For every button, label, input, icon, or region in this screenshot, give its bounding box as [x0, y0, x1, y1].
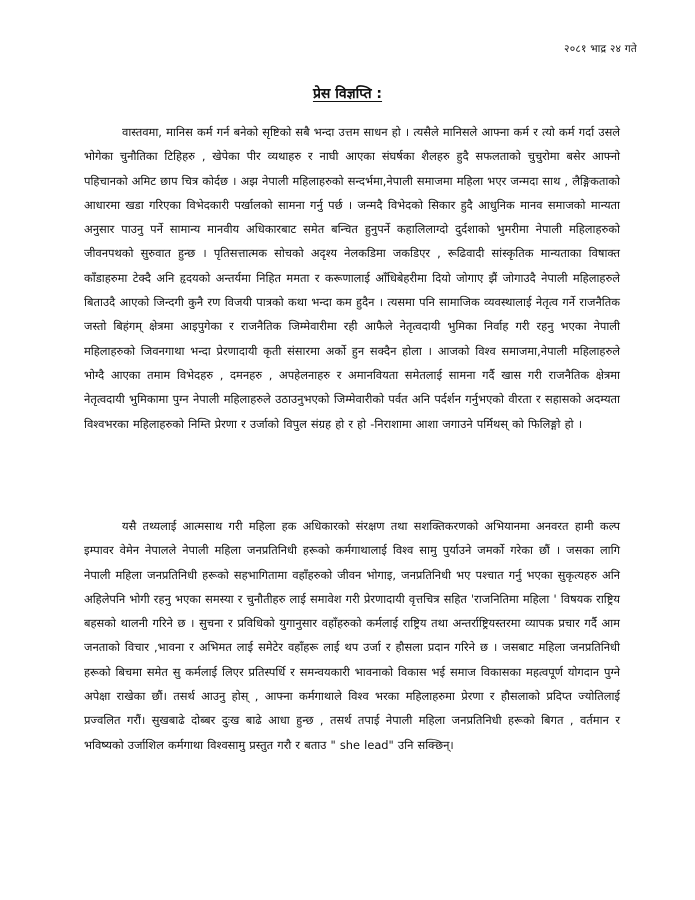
- document-title: प्रेस विज्ञप्ति :: [312, 86, 383, 102]
- body-paragraph-2: यसै तथ्यलाई आत्मसाथ गरी महिला हक अधिकारको संरक्षण तथा सशक्तिकरणको अभियानमा अनवरत हामी कल्प इम्पावर वेमेन नेपालले नेपाली महिला जनप्रतिनिधी हरूको कर्मगाथालाई विश्व सामु पुर्याउने जमर्को गरेका छौं । जसका लागि नेपाली महिला जनप्रतिनिधी हरूको सहभागितामा वहाँहरुको जीवन भोगाइ, जनप्रतिनिधी भए पश्चात गर्नु भएका सुकृत्यहरु अनि अहिलेपनि भोगी रहनु भएका समस्या र चुनौतीहरु लाई समावेश गरी प्रेरणादायी वृत्तचित्र सहित 'राजनितिमा महिला ' विषयक राष्ट्रिय बहसको थालनी गरिने छ । सुचना र प्रविधिको युगानुसार वहाँहरुको कर्मलाई राष्ट्रिय तथा अन्तर्राष्ट्रियस्तरमा व्यापक प्रचार गर्दै आम जनताको विचार ,भावना र अभिमत लाई समेटेर वहाँहरू लाई थप उर्जा र हौसला प्रदान गरिने छ । जसबाट महिला जनप्रतिनिधी हरूको बिचमा समेत सु कर्मलाई लिएर प्रतिस्पर्धि र समन्वयकारी भावनाको विकास भई समाज विकासका महत्वपूर्ण योगदान पुग्ने अपेक्षा राखेका छौं। तसर्थ आउनु होस् , आफ्ना कर्मगाथाले विश्व भरका महिलाहरुमा प्रेरणा र हौसलाको प्रदिप्त ज्योतिलाई प्रज्वलित गरौं। सुखबाढे दोब्बर दुःख बाढे आधा हुन्छ , तसर्थ तपाई नेपाली महिला जनप्रतिनिधी हरूको बिगत , वर्तमान र भविष्यको उर्जाशिल कर्मगाथा विश्वसामु प्रस्तुत गरौ र बताउ " she lead" उनि सक्छिन्।: [84, 519, 620, 752]
- body-paragraph-1: वास्तवमा, मानिस कर्म गर्न बनेको सृष्टिको सबै भन्दा उत्तम साधन हो । त्यसैले मानिसले आफ्ना कर्म र त्यो कर्म गर्दा उसले भोगेका चुनौतिका टिहिहरु , खेपेका पीर व्यथाहरु र नाघी आएका संघर्षका शैलहरु हुदै सफलताको चुचुरोमा बसेर आफ्नो पहिचानको अमिट छाप चित्र कोर्दछ । अझ नेपाली महिलाहरुको सन्दर्भमा,नेपाली समाजमा महिला भएर जन्मदा साथ , लैङ्गिकताको आधारमा खडा गरिएका विभेदकारी पर्खालको सामना गर्नु पर्छ । जन्मदै विभेदको सिकार हुदै आधुनिक मानव समाजको मान्यता अनुसार पाउनु पर्ने सामान्य मानवीय अधिकारबाट समेत बन्चित हुनुपर्ने कहालिलाग्दो दुर्दशाको भुमरीमा नेपाली महिलाहरुको जीवनपथको सुरुवात हुन्छ । पृतिसत्तात्मक सोचको अदृश्य नेलकडिमा जकडिएर , रूढिवादी सांस्कृतिक मान्यताका विषाक्त काँडाहरुमा टेक्दै अनि हृदयको अन्तर्यमा निहित ममता र करूणालाई आँधिबेहरीमा दियो जोगाए झैं जोगाउदै नेपाली महिलाहरुले बिताउदै आएको जिन्दगी कुनै रण विजयी पात्रको कथा भन्दा कम हुदैन । त्यसमा पनि सामाजिक व्यवस्थालाई नेतृत्व गर्ने राजनैतिक जस्तो बिहंगम् क्षेत्रमा आइपुगेका र राजनैतिक जिम्मेवारीमा रही आफैले नेतृत्वदायी भुमिका निर्वाह गरी रहनु भएका नेपाली महिलाहरुको जिवनगाथा भन्दा प्रेरणादायी कृती संसारमा अर्को हुन सक्दैन होला । आजको विश्व समाजमा,नेपाली महिलाहरुले भोग्दै आएका तमाम विभेदहरु , दमनहरु , अपहेलनाहरु र अमानवियता समेतलाई सामना गर्दै खास गरी राजनैतिक क्षेत्रमा नेतृत्वदायी भुमिकामा पुग्न नेपाली महिलाहरुले उठाउनुभएको जिम्मेवारीको पर्वत अनि पर्दर्शन गर्नुभएको वीरता र सहासको अदम्यता विश्वभरका महिलाहरुको निम्ति प्रेरणा र उर्जाको विपुल संग्रह हो र हो -निराशामा आशा जगाउने पर्मिथस् को फिलिङ्गो हो ।: [84, 125, 620, 431]
- document-date: २०८१ भाद्र २४ गते: [564, 43, 637, 55]
